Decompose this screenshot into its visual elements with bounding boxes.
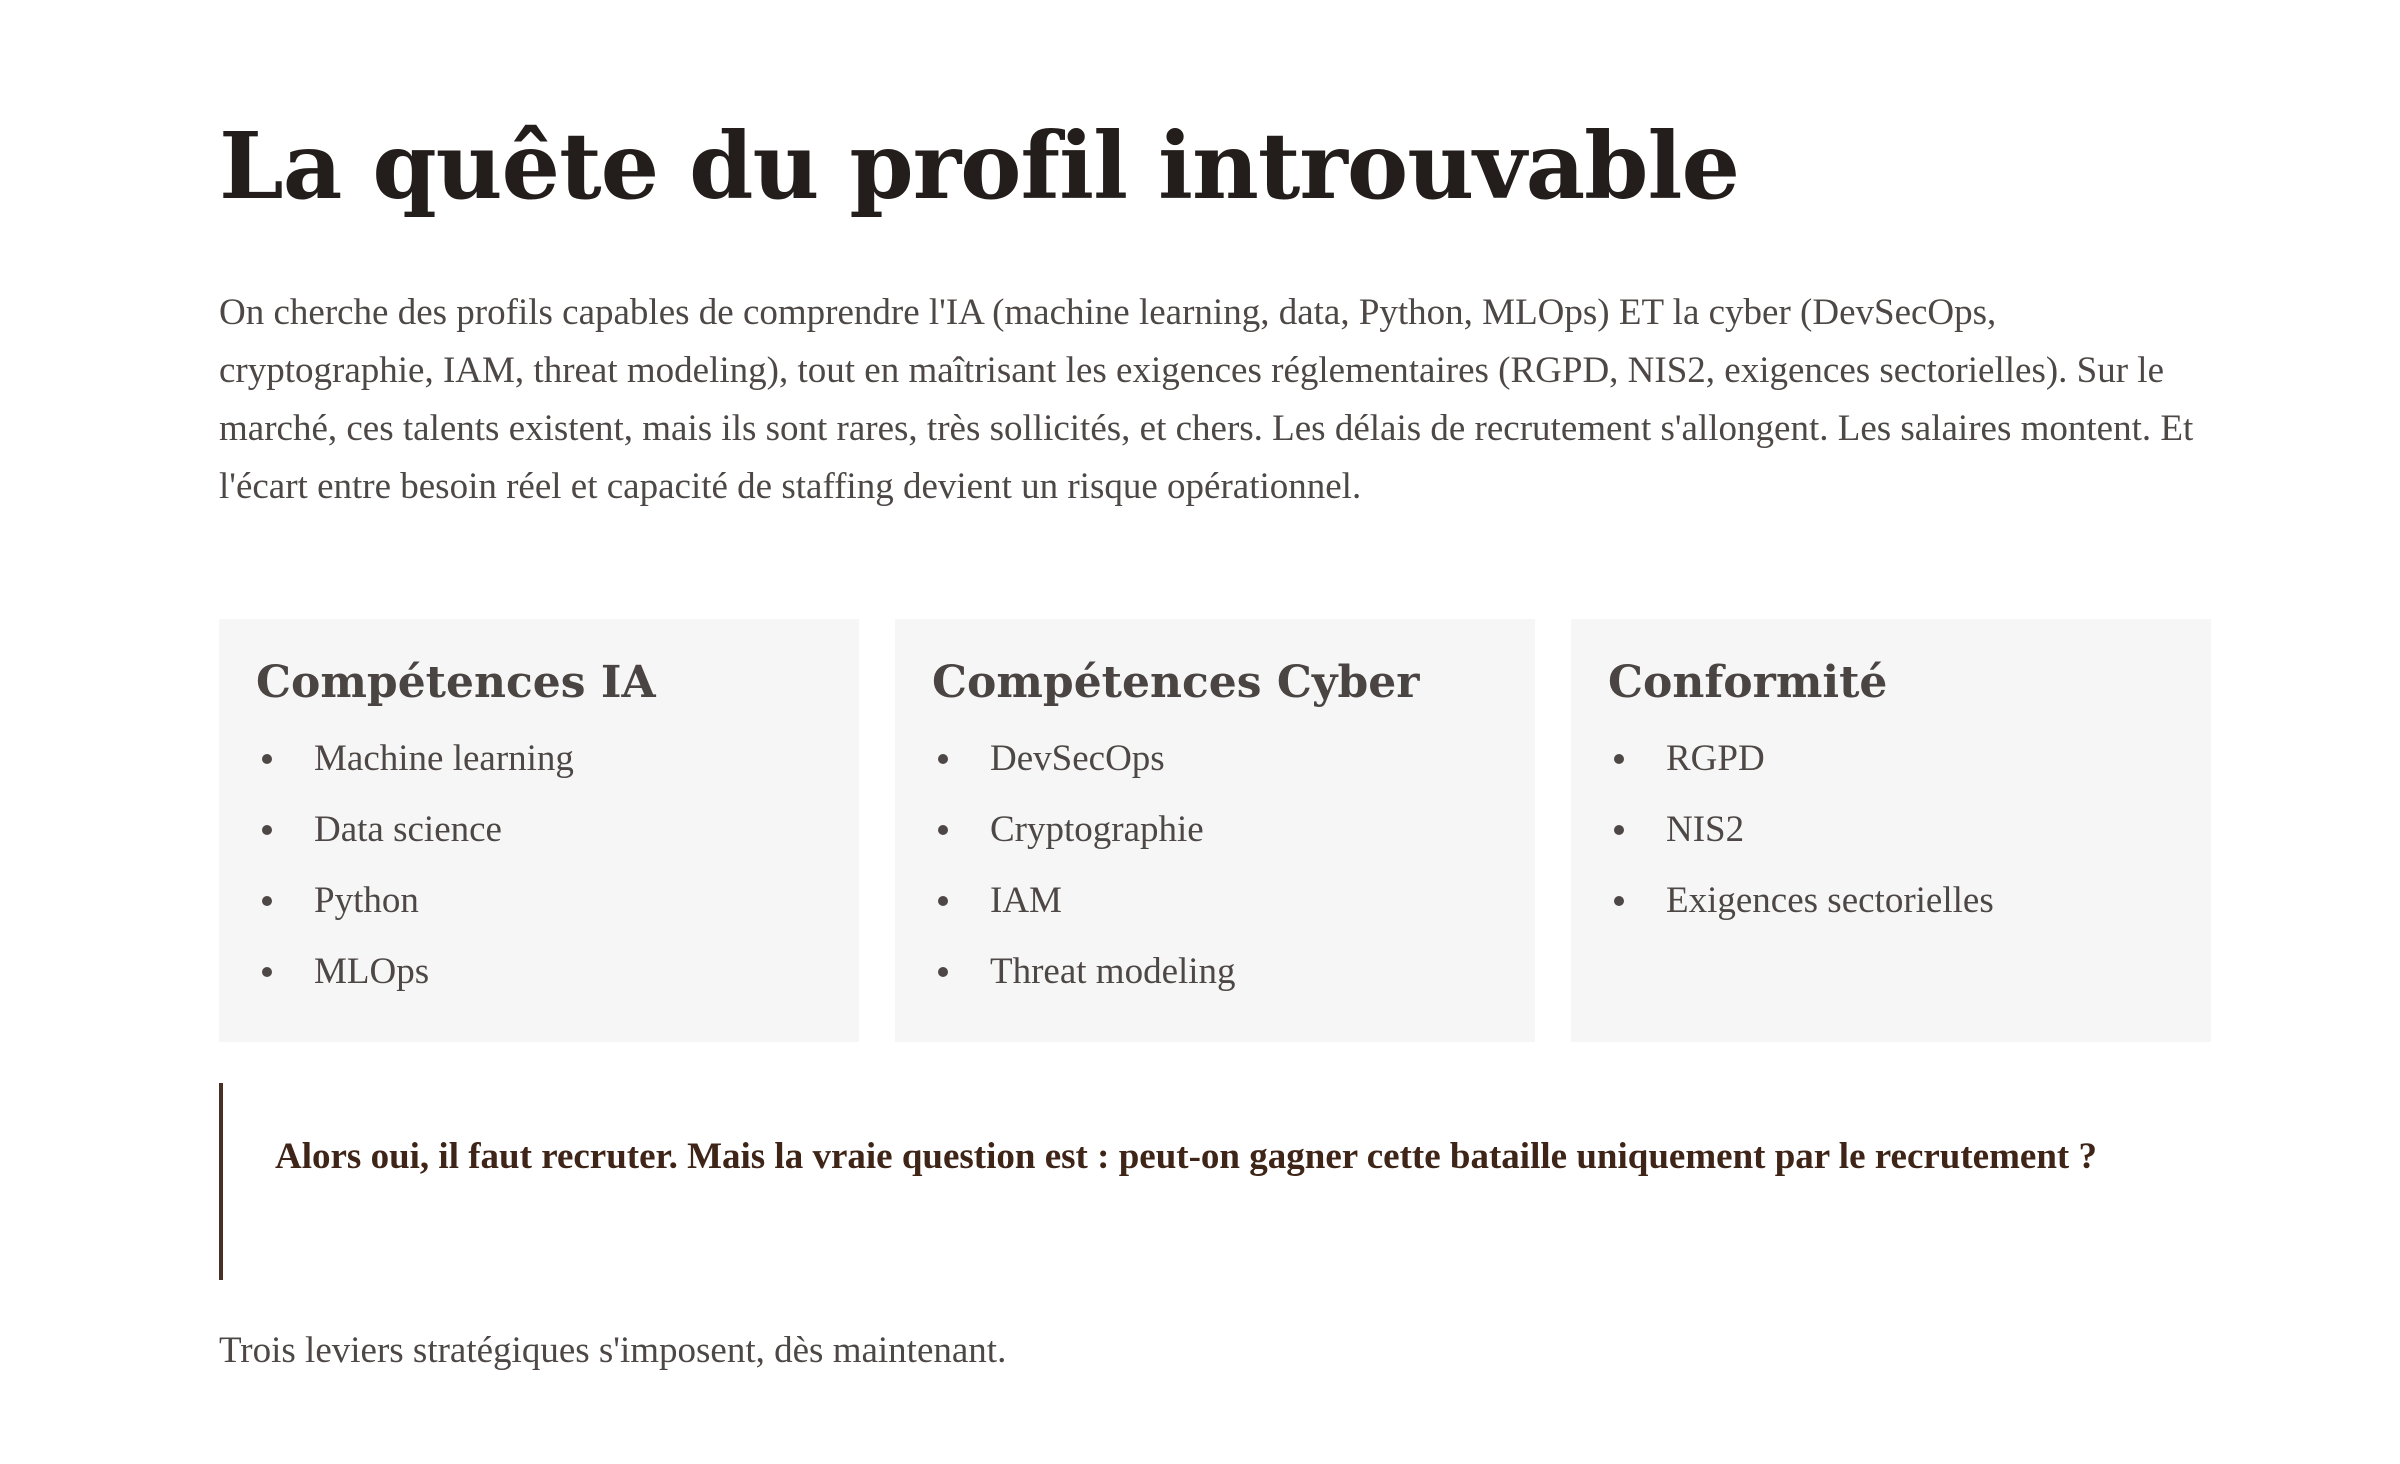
bullet-icon xyxy=(262,825,272,835)
list-item-label: DevSecOps xyxy=(990,738,1165,779)
list-item xyxy=(256,865,859,936)
list-item-label: Cryptographie xyxy=(990,809,1204,850)
list-item xyxy=(256,723,859,794)
card-conformite xyxy=(1571,619,2211,1042)
card-cyber xyxy=(895,619,1535,1042)
skills-cards xyxy=(219,619,2211,1042)
list-item xyxy=(256,936,859,1007)
bullet-icon xyxy=(1614,825,1624,835)
list-item-label: IAM xyxy=(990,880,1062,921)
list-item xyxy=(932,723,1535,794)
card-list xyxy=(1608,723,2211,936)
bullet-icon xyxy=(1614,754,1624,764)
card-title: Compétences Cyber xyxy=(932,657,1420,708)
list-item xyxy=(1608,723,2211,794)
page-title: La quête du profil introuvable xyxy=(219,112,1739,220)
bullet-icon xyxy=(938,896,948,906)
bullet-icon xyxy=(262,896,272,906)
list-item-label: Threat modeling xyxy=(990,951,1236,992)
list-item-label: MLOps xyxy=(314,951,430,992)
list-item-label: Data science xyxy=(314,809,502,850)
closing-paragraph: Trois leviers stratégiques s'imposent, dès maintenant. xyxy=(219,1330,1007,1371)
bullet-icon xyxy=(938,967,948,977)
intro-paragraph: On cherche des profils capables de comprendre l'IA (machine learning, data, Python, MLOps) ET la cyber (DevSecOps, cryptographie, IAM, threat modeling), tout en maîtrisant les exigences réglementaires (RGPD, NIS2, exigences sectorielles). Sur le marché, ces talents existent, mais ils sont rares, très sollicités, et chers. Les délais de recrutement s'allongent. Les salaires montent. Et l'écart entre besoin réel et capacité de staffing devient un risque opérationnel. xyxy=(219,292,2194,507)
list-item-label: Exigences sectorielles xyxy=(1666,880,1994,921)
list-item-label: Python xyxy=(314,880,419,921)
list-item xyxy=(1608,794,2211,865)
list-item xyxy=(932,865,1535,936)
list-item-label: RGPD xyxy=(1666,738,1765,779)
bullet-icon xyxy=(262,967,272,977)
list-item-label: Machine learning xyxy=(314,738,574,779)
card-list xyxy=(256,723,859,1007)
card-list xyxy=(932,723,1535,1007)
pull-quote xyxy=(219,1083,2211,1280)
bullet-icon xyxy=(1614,896,1624,906)
quote-text: Alors oui, il faut recruter. Mais la vraie question est : peut-on gagner cette bataille uniquement par le recrutement ? xyxy=(275,1136,2097,1177)
bullet-icon xyxy=(262,754,272,764)
bullet-icon xyxy=(938,825,948,835)
card-ia xyxy=(219,619,859,1042)
card-title: Conformité xyxy=(1608,657,1888,708)
list-item xyxy=(932,794,1535,865)
list-item xyxy=(256,794,859,865)
list-item xyxy=(1608,865,2211,936)
bullet-icon xyxy=(938,754,948,764)
list-item-label: NIS2 xyxy=(1666,809,1745,850)
list-item xyxy=(932,936,1535,1007)
card-title: Compétences IA xyxy=(256,657,656,708)
